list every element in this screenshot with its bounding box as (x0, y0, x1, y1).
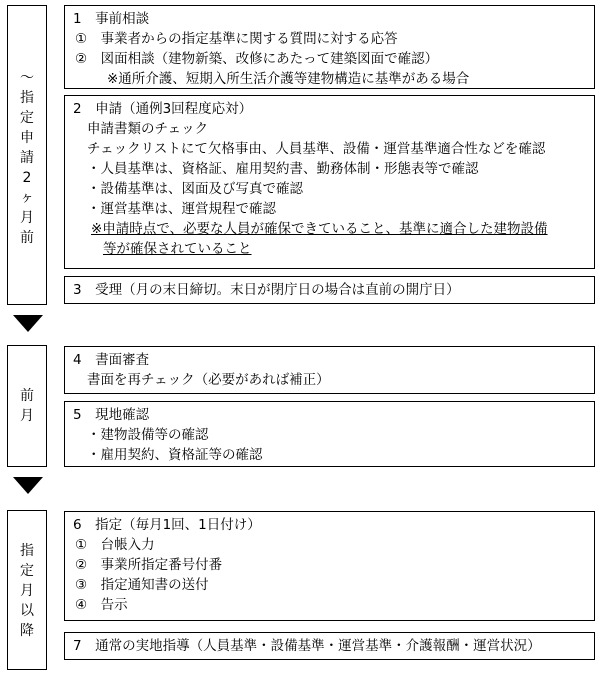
step-2-application (64, 95, 595, 269)
step-line: ・設備基準は、図面及び写真で確認 (87, 181, 303, 197)
step-title: 4 書面審査 (73, 352, 150, 368)
step-line: 申請書類のチェック (87, 121, 209, 137)
step-line: チェックリストにて欠格事由、人員基準、設備・運営基準適合性などを確認 (87, 141, 546, 157)
down-arrow-icon (13, 315, 43, 332)
step-line: 書面を再チェック（必要があれば補正） (87, 372, 330, 388)
down-arrow-icon (13, 477, 43, 494)
step-line: ② 図面相談（建物新築、改修にあたって建築図面で確認） (75, 51, 439, 67)
phase-box-before-2-months (7, 5, 47, 305)
step-note-underlined: ※申請時点で、必要な人員が確保できていること、基準に適合した建物設備 (91, 221, 548, 237)
step-line: ① 事業者からの指定基準に関する質問に対する応答 (75, 31, 398, 47)
step-title: 1 事前相談 (73, 11, 150, 27)
step-line: ① 台帳入力 (75, 537, 155, 553)
step-line: ④ 告示 (75, 597, 128, 613)
phase-label-before-2-months: ～ 指 定 申 請 2 ヶ 月 前 (20, 70, 34, 246)
step-title: 3 受理（月の末日締切。末日が閉庁日の場合は直前の開庁日） (73, 282, 460, 298)
phase-box-designation-month (7, 510, 47, 670)
step-note: ※通所介護、短期入所生活介護等建物構造に基準がある場合 (107, 71, 470, 87)
step-4-document-review (64, 346, 595, 394)
step-title: 5 現地確認 (73, 407, 150, 423)
step-title: 6 指定（毎月1回、1日付け） (73, 517, 261, 533)
step-line: ③ 指定通知書の送付 (75, 577, 209, 593)
step-title: 2 申請（通例3回程度応対） (73, 101, 253, 117)
phase-label-designation-month: 指 定 月 以 降 (20, 543, 34, 639)
step-7-field-inspection (64, 632, 595, 660)
step-line: ・雇用契約、資格証等の確認 (87, 447, 263, 463)
step-6-designation (64, 511, 595, 621)
step-title: 7 通常の実地指導（人員基準・設備基準・運営基準・介護報酬・運営状況） (73, 638, 541, 654)
step-1-consultation (64, 5, 595, 89)
step-line: ・人員基準は、資格証、雇用契約書、勤務体制・形態表等で確認 (87, 161, 479, 177)
phase-box-previous-month (7, 345, 47, 467)
step-5-site-check (64, 401, 595, 467)
step-3-acceptance (64, 276, 595, 304)
phase-label-previous-month: 前 月 (20, 388, 34, 424)
step-line: ・建物設備等の確認 (87, 427, 209, 443)
step-note-underlined: 等が確保されていること (103, 241, 252, 257)
step-line: ・運営基準は、運営規程で確認 (87, 201, 276, 217)
step-line: ② 事業所指定番号付番 (75, 557, 223, 573)
